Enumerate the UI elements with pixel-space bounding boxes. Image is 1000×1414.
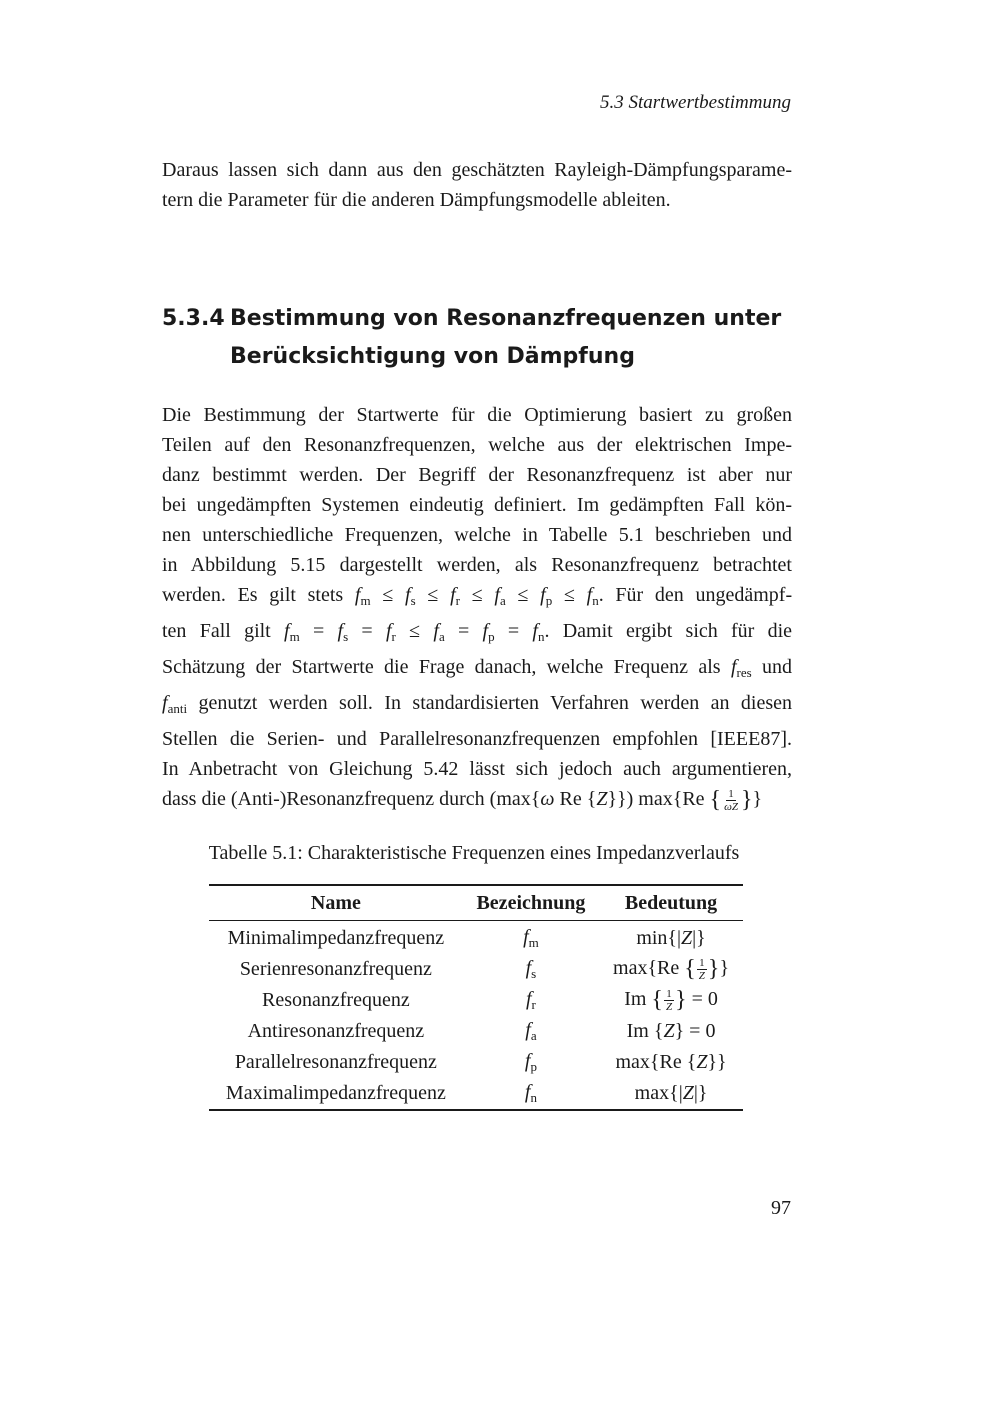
cell-name: Minimalimpedanzfrequenz [227, 927, 445, 949]
math-op: = [507, 620, 520, 642]
text-fragment: ten Fall gilt [162, 620, 271, 642]
math-op: = [457, 620, 470, 642]
body-line: In Anbetracht von Gleichung 5.42 lässt sich jedoch auch argumentieren, [162, 758, 792, 780]
body-line-formula: dass die (Anti-)Resonanzfrequenz durch (max{ω Re {Z}}) max{Re { $\frac{1}{\omega Z}$ }} [162, 787, 763, 813]
cell-symbol: $f_p$ [524, 1050, 537, 1074]
body-line-inequality [162, 580, 792, 616]
cell-name: Maximalimpedanzfrequenz [225, 1082, 446, 1104]
cell-meaning: Im { $\frac{1}{Z}$ } = 0 [624, 987, 718, 1013]
math-f: f [433, 620, 439, 642]
subscript: m [289, 629, 300, 644]
fraction: $\frac{1}{\omega Z}$ [724, 787, 738, 813]
subscript: res [736, 665, 752, 680]
math-f: f [540, 584, 546, 606]
table-row [209, 1047, 743, 1078]
column-header-symbol: Bezeichnung [463, 885, 599, 921]
cell-name: Parallelresonanzfrequenz [234, 1051, 437, 1073]
cell-symbol: $f_m$ [523, 926, 539, 950]
subscript: a [438, 629, 445, 644]
caption-text: Tabelle 5.1: Charakteristische Frequenzen eines Impedanzverlaufs [208, 842, 740, 864]
section-title-line-2: Berücksichtigung von Dämpfung [230, 344, 635, 369]
cell-symbol: $f_r$ [525, 988, 536, 1012]
section-number: 5.3.4 [162, 306, 225, 331]
math-f: f [354, 584, 361, 606]
section-heading [162, 300, 802, 376]
subscript: s [410, 593, 416, 608]
table-caption [0, 842, 1000, 865]
math-op: ≤ [382, 584, 394, 606]
math-f: f [482, 620, 489, 642]
cell-name: Serienresonanzfrequenz [239, 958, 432, 980]
cell-name: Antiresonanzfrequenz [247, 1020, 425, 1042]
math-f: f [385, 620, 392, 642]
running-header: 5.3 Startwertbestimmung [599, 92, 791, 113]
math-op: ≤ [409, 620, 421, 642]
intro-paragraph [162, 155, 792, 215]
table-row [209, 954, 743, 985]
cell-name: Resonanzfrequenz [262, 989, 410, 1011]
text-fragment: dass die (Anti-)Resonanzfrequenz durch [162, 788, 485, 810]
body-line: bei ungedämpften Systemen eindeutig definiert. Im gedämpften Fall kön- [162, 494, 792, 516]
math-f: f [532, 620, 538, 642]
table-row [209, 1016, 743, 1047]
body-line: Teilen auf den Resonanzfrequenzen, welche aus der elektrischen Impe- [162, 434, 792, 456]
table-header-row [209, 885, 743, 921]
subscript: p [545, 593, 553, 608]
subscript: m [360, 593, 371, 608]
body-line: Stellen die Serien- und Parallelresonanzfrequenzen empfohlen [IEEE87]. [162, 728, 792, 750]
table-row [209, 985, 743, 1016]
text-fragment: Schätzung der Startwerte die Frage danach, welche Frequenz als [162, 656, 721, 678]
subscript: p [488, 629, 495, 644]
math-op: ≤ [471, 584, 483, 606]
body-paragraph [162, 400, 792, 815]
math-op: = [312, 620, 325, 642]
cell-symbol: $f_n$ [524, 1081, 537, 1105]
math-f: f [405, 584, 411, 606]
subscript: a [499, 593, 506, 608]
subscript: s [343, 629, 349, 644]
cell-symbol: $f_s$ [525, 957, 537, 981]
math-f: f [337, 620, 344, 642]
body-line-equality [162, 616, 792, 652]
cell-symbol: $f_a$ [525, 1019, 537, 1043]
cell-meaning: max{Re {Z}} [615, 1051, 727, 1073]
body-line [162, 688, 792, 724]
body-line: danz bestimmt werden. Der Begriff der Resonanzfrequenz ist aber nur [162, 464, 792, 486]
intro-line: Daraus lassen sich dann aus den geschätzten Rayleigh-Dämpfungsparame- [162, 159, 792, 181]
subscript: n [592, 593, 599, 608]
cell-meaning: min{|Z|} [636, 927, 706, 949]
body-line: nen unterschiedliche Frequenzen, welche in Tabelle 5.1 beschrieben und [162, 524, 792, 546]
body-line [162, 652, 792, 688]
text-fragment: . Für den ungedämpf- [598, 584, 793, 606]
math-op: ≤ [563, 584, 575, 606]
body-line: Die Bestimmung der Startwerte für die Optimierung basiert zu großen [162, 404, 792, 426]
text-fragment: . Damit ergibt sich für die [544, 620, 793, 642]
math-f: f [586, 584, 593, 606]
cell-meaning: max{Re { $\frac{1}{Z}$ }} [613, 956, 730, 982]
math-f: f [162, 692, 168, 714]
math-f: f [284, 620, 290, 642]
page-number: 97 [771, 1197, 791, 1219]
cell-meaning: max{|Z|} [634, 1082, 708, 1104]
subscript: anti [167, 701, 188, 716]
table-row [209, 1078, 743, 1110]
math-op: ≤ [427, 584, 439, 606]
column-header-meaning: Bedeutung [599, 885, 743, 921]
math-f: f [450, 584, 456, 606]
math-op: = [361, 620, 373, 642]
subscript: n [537, 629, 545, 644]
math-f: f [494, 584, 500, 606]
cell-meaning: Im {Z} = 0 [626, 1020, 716, 1042]
subscript: r [391, 629, 396, 644]
text-fragment: genutzt werden soll. In standardisierten Verfahren werden an diesen [198, 692, 792, 714]
text-fragment: werden. Es gilt stets [162, 584, 344, 606]
subscript: r [455, 593, 460, 608]
intro-line: tern die Parameter für die anderen Dämpfungsmodelle ableiten. [162, 189, 671, 211]
frequency-table [209, 884, 743, 1111]
text-fragment: und [762, 656, 793, 678]
math-op: ≤ [517, 584, 529, 606]
table-row [209, 921, 743, 955]
column-header-name: Name [209, 885, 463, 921]
section-title-line-1: Bestimmung von Resonanzfrequenzen unter [230, 306, 782, 331]
math-f: f [730, 656, 737, 678]
body-line: in Abbildung 5.15 dargestellt werden, als Resonanzfrequenz betrachtet [162, 554, 792, 576]
